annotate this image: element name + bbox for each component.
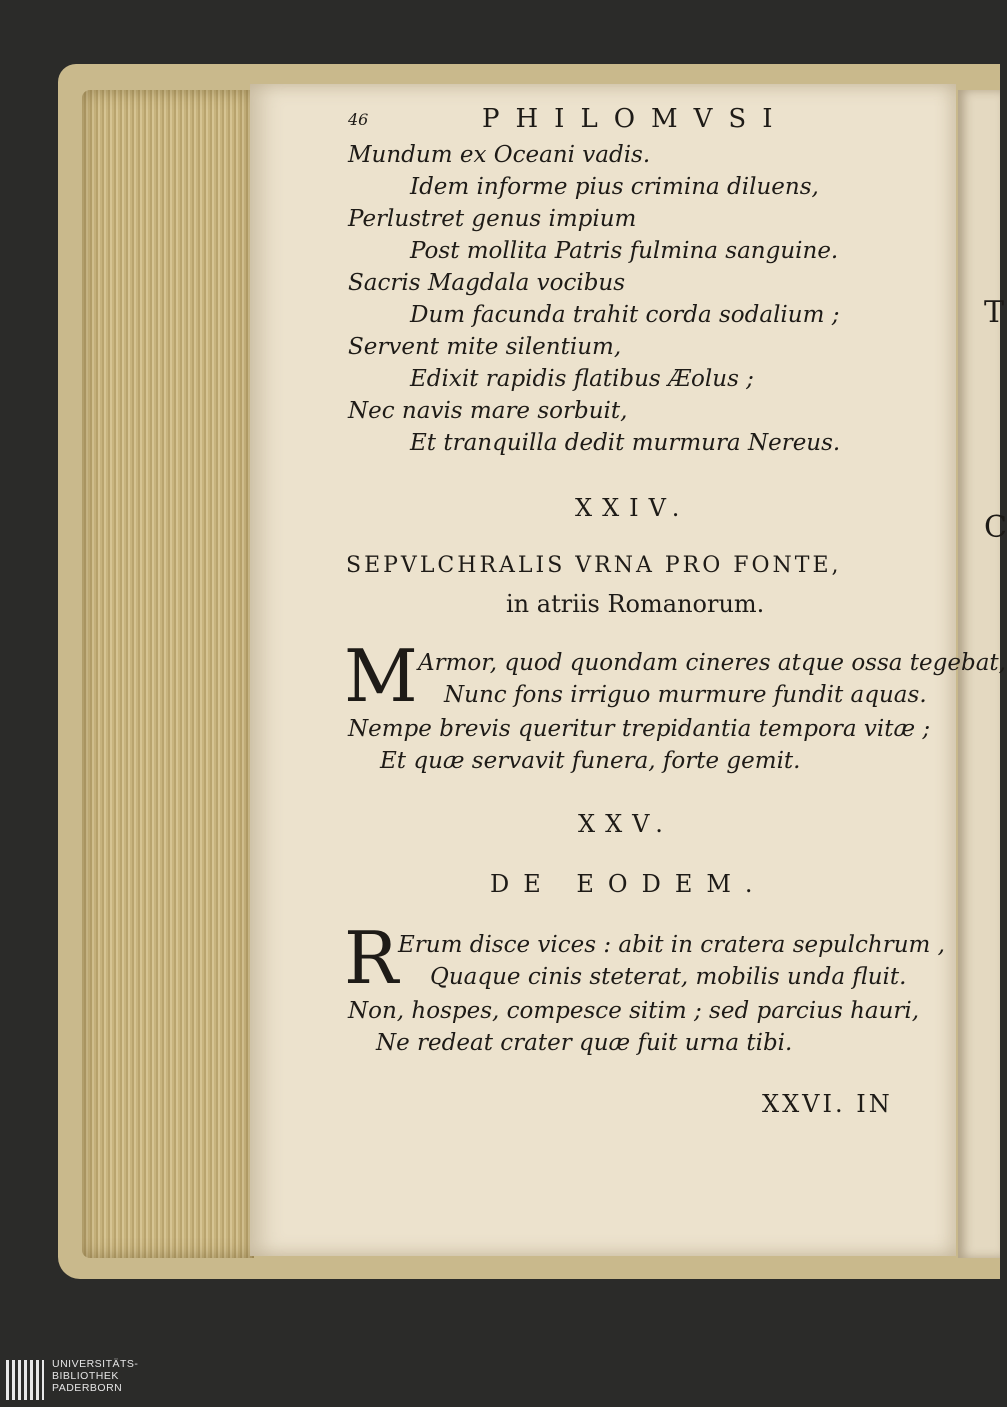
section-title: DE EODEM.	[490, 870, 767, 898]
page-edges	[82, 90, 254, 1258]
verse-line: Et quæ servavit funera, forte gemit.	[380, 748, 801, 774]
facing-letter: T	[984, 295, 1005, 330]
verse-line: Ne redeat crater quæ fuit urna tibi.	[376, 1030, 793, 1056]
poem-line: Mundum ex Oceani vadis.	[348, 142, 651, 168]
library-logo-icon	[6, 1360, 44, 1400]
verse-line: Nunc fons irriguo murmure fundit aquas.	[444, 682, 927, 708]
poem-line: Et tranquilla dedit murmura Nereus.	[410, 430, 841, 456]
poem-line: Nec navis mare sorbuit,	[348, 398, 628, 424]
facing-letter: C	[984, 510, 1007, 545]
drop-cap: M	[344, 634, 418, 718]
verse-line: Armor, quod quondam cineres atque ossa tegebat,	[418, 650, 1006, 676]
library-name-line: BIBLIOTHEK	[52, 1370, 119, 1382]
verse-line: Erum disce vices : abit in cratera sepulchrum ,	[398, 932, 945, 958]
section-numeral: XXV.	[578, 810, 673, 838]
library-logo	[0, 1354, 200, 1407]
verse-line: Non, hospes, compesce sitim ; sed parcius hauri,	[348, 998, 920, 1024]
verse-line: Quaque cinis steterat, mobilis unda fluit.	[430, 964, 907, 990]
poem-line: Dum facunda trahit corda sodalium ;	[410, 302, 840, 328]
section-numeral: XXIV.	[575, 494, 690, 522]
catchword: XXVI. IN	[762, 1090, 893, 1118]
poem-line: Servent mite silentium,	[348, 334, 622, 360]
section-title: SEPVLCHRALIS VRNA PRO FONTE,	[346, 553, 842, 578]
poem-line: Perlustret genus impium	[348, 206, 637, 232]
section-subtitle: in atriis Romanorum.	[506, 590, 765, 618]
poem-line: Idem informe pius crimina diluens,	[410, 174, 819, 200]
poem-line: Sacris Magdala vocibus	[348, 270, 626, 296]
verse-line: Nempe brevis queritur trepidantia tempora vitæ ;	[348, 716, 931, 742]
poem-line: Edixit rapidis flatibus Æolus ;	[410, 366, 754, 392]
library-name-line: UNIVERSITÄTS-	[52, 1358, 139, 1370]
library-name-line: PADERBORN	[52, 1382, 123, 1394]
poem-line: Post mollita Patris fulmina sanguine.	[410, 238, 839, 264]
running-title: PHILOMVSI	[482, 104, 789, 134]
page-number: 46	[348, 110, 369, 129]
drop-cap: R	[344, 916, 399, 1000]
